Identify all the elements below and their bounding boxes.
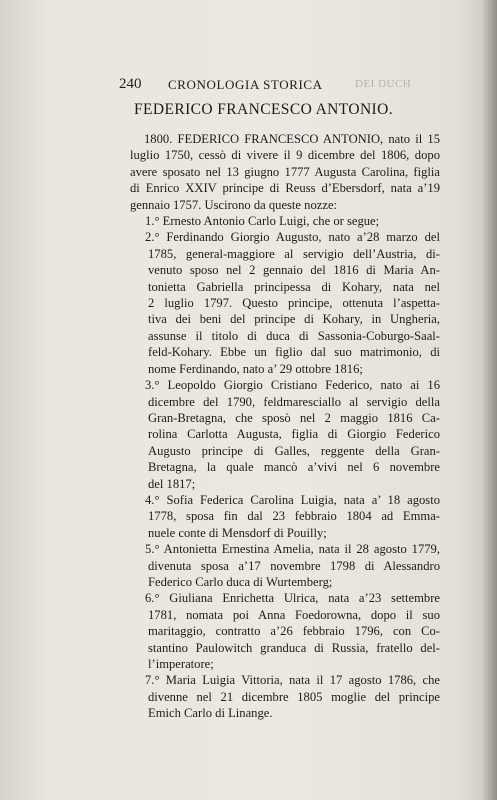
text-line: 1.° Ernesto Antonio Carlo Luigi, che or segue; bbox=[145, 214, 380, 229]
text-line: nuele conte di Mensdorf di Pouilly; bbox=[148, 525, 327, 540]
text-line: 1781, nomata poi Anna Foedorowna, dopo il suo bbox=[148, 607, 440, 622]
text-line: 6.° Giuliana Enrichetta Ulrica, nata a’23 settembre bbox=[145, 591, 440, 606]
text-line: di Enrico XXIV principe di Reuss d’Ebersdorf, nata a’19 bbox=[130, 181, 440, 196]
text-line: Federico Carlo duca di Wurtemberg; bbox=[148, 574, 333, 589]
text-line: rolina Carlotta Augusta, figlia di Giorgio Federico bbox=[148, 427, 440, 442]
text-line: 2.° Ferdinando Giorgio Augusto, nato a’28 marzo del bbox=[145, 230, 440, 245]
text-line: stantino Paulowitch granduca di Russia, fratello del- bbox=[148, 640, 440, 655]
text-line: 2 luglio 1797. Questo principe, ottenuta l’aspetta- bbox=[148, 296, 440, 311]
bleed-through-text: DEI DUCH bbox=[355, 78, 412, 90]
text-line: dicembre del 1790, feldmaresciallo al servigio della bbox=[148, 394, 440, 409]
text-line: tiva dei beni del principe di Kohary, in Ungheria, bbox=[148, 312, 440, 327]
text-line: 7.° Maria Luigia Vittoria, nata il 17 agosto 1786, che bbox=[145, 673, 440, 688]
text-line: Gran-Bretagna, che sposò nel 2 maggio 1816 Ca- bbox=[148, 410, 440, 425]
page-gutter-shadow bbox=[483, 0, 497, 800]
entry-title: FEDERICO FRANCESCO ANTONIO. bbox=[134, 101, 393, 118]
text-line: nome Ferdinando, nato a’ 29 ottobre 1816; bbox=[148, 361, 363, 376]
text-line: avere sposato nel 13 giugno 1777 Augusta Carolina, figlia bbox=[130, 164, 440, 179]
page-number: 240 bbox=[119, 76, 142, 92]
text-line: Bretagna, la quale mancò a’vivi nel 6 novembre bbox=[148, 460, 440, 475]
text-line: 1778, sposa fin dal 23 febbraio 1804 ad Emma- bbox=[148, 509, 440, 524]
text-line: assunse il titolo di duca di Sassonia-Coburgo-Saal- bbox=[148, 328, 440, 343]
text-line: Augusto principe di Galles, reggente della Gran- bbox=[148, 443, 440, 458]
text-line: feld-Kohary. Ebbe un figlio dal suo matrimonio, di bbox=[148, 345, 440, 360]
text-line: 3.° Leopoldo Giorgio Cristiano Federico, nato ai 16 bbox=[145, 378, 440, 393]
text-line: venuto sposo nel 2 gennaio del 1816 di Maria An- bbox=[148, 263, 440, 278]
text-line: tonietta Gabriella principessa di Kohary, nata nel bbox=[148, 279, 440, 294]
text-line: luglio 1750, cessò di vivere il 9 dicembre del 1806, dopo bbox=[130, 148, 440, 163]
text-line: maritaggio, contratto a’26 febbraio 1796, con Co- bbox=[148, 624, 440, 639]
text-line: del 1817; bbox=[148, 476, 196, 491]
body-text bbox=[130, 131, 440, 722]
text-line: gennaio 1757. Uscirono da queste nozze: bbox=[130, 197, 338, 212]
text-line: divenne nel 21 dicembre 1805 moglie del principe bbox=[148, 689, 440, 704]
text-line: 1785, general-maggiore al servigio dell’Austria, di- bbox=[148, 246, 440, 261]
text-line: 4.° Sofia Federica Carolina Luigia, nata a’ 18 agosto bbox=[145, 492, 440, 507]
text-line: divenuta sposa a’17 novembre 1798 di Alessandro bbox=[148, 558, 440, 573]
text-line: l’imperatore; bbox=[148, 657, 214, 671]
running-title: CRONOLOGIA STORICA bbox=[168, 77, 323, 92]
text-line: 5.° Antonietta Ernestina Amelia, nata il 28 agosto 1779, bbox=[145, 542, 440, 557]
text-line: 1800. FEDERICO FRANCESCO ANTONIO, nato il 15 bbox=[144, 132, 440, 146]
text-line: Emich Carlo di Linange. bbox=[148, 706, 273, 721]
